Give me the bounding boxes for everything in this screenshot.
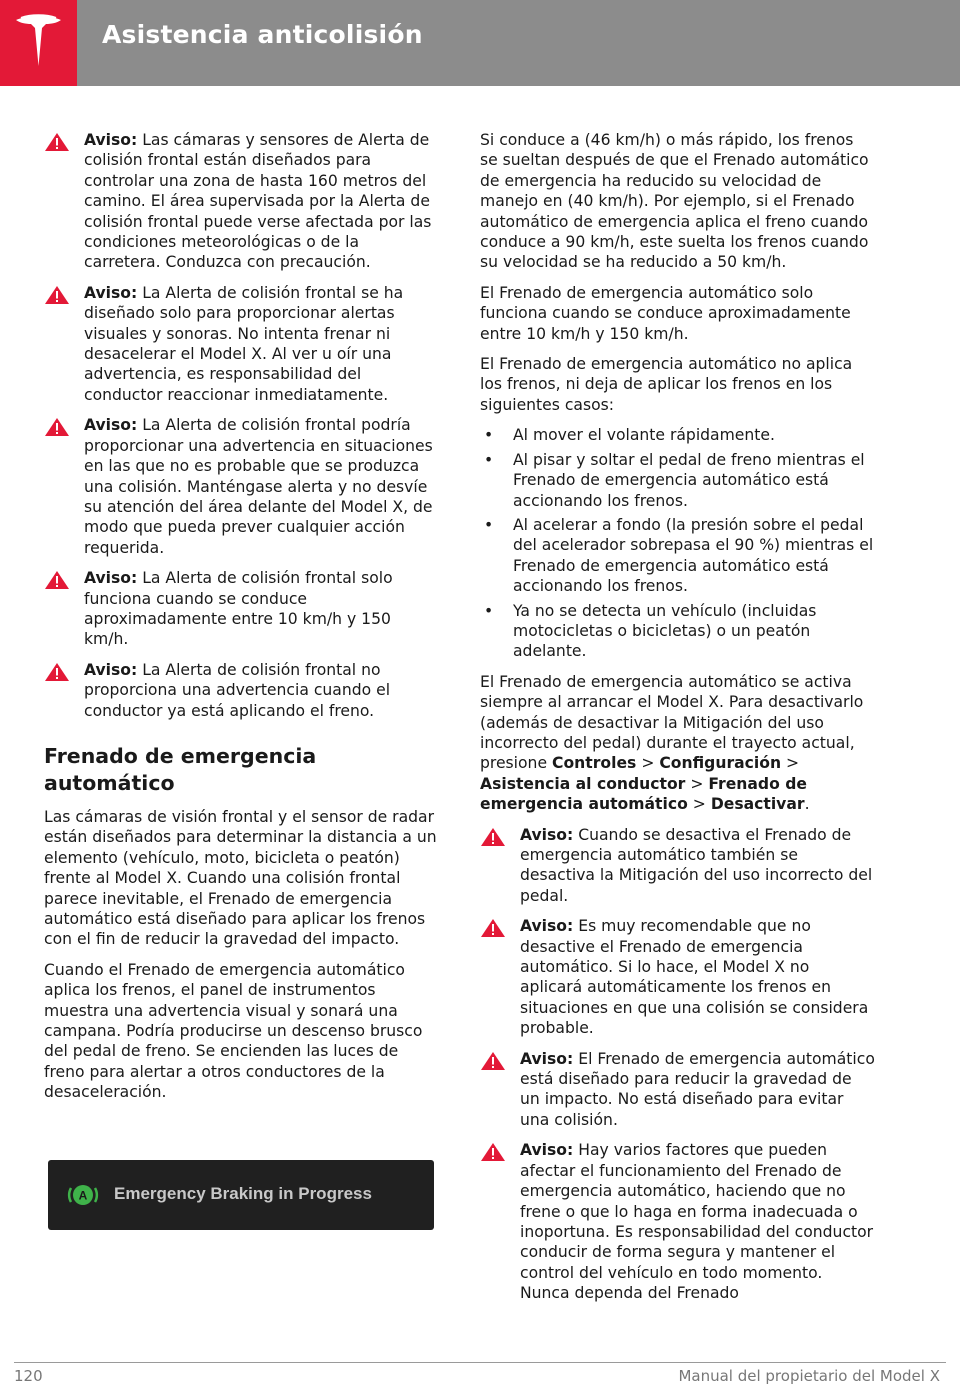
activation-text: El Frenado de emergencia automático se activa siempre al arrancar el Model X. Para desactivarlo (además de desactivar la Mitigación del uso incorrecto del pedal) durante el trayecto actual, presione	[480, 672, 864, 773]
warning-block	[44, 283, 439, 405]
section-heading: Frenado de emergencia automático	[44, 743, 317, 795]
left-column	[44, 130, 439, 1113]
warning-block	[44, 660, 439, 721]
warning-label: Aviso:	[84, 131, 138, 149]
paragraph: El Frenado de emergencia automático no aplica los frenos, ni deja de aplicar los frenos en los siguientes casos:	[480, 355, 853, 414]
paragraph: Cuando el Frenado de emergencia automático aplica los frenos, el panel de instrumentos muestra una advertencia visual y sonará una campana. Podría producirse un descenso brusco del pedal de freno. Se encienden las luces de freno para alertar a otros conductores de la desaceleración.	[44, 960, 423, 1102]
menu-separator: >	[690, 774, 704, 793]
warning-label: Aviso:	[84, 283, 138, 302]
warning-block	[44, 130, 439, 273]
warning-label: Aviso:	[520, 1049, 574, 1068]
warning-text: La Alerta de colisión frontal se ha diseñado solo para proporcionar alertas visuales y sonoras. No intenta frenar ni desacelerar el Model X. Al ver u oír una advertencia, es responsabilidad del conductor reaccionar inmediatamente.	[84, 283, 404, 404]
menu-configuracion: Configuración	[659, 754, 782, 773]
warning-label: Aviso:	[520, 825, 574, 844]
warning-triangle-icon	[44, 285, 70, 305]
warning-block	[480, 916, 875, 1038]
menu-end: .	[804, 795, 810, 814]
warning-block	[44, 568, 439, 650]
page-title: Asistencia anticolisión	[102, 20, 423, 49]
warning-text: Hay varios factores que pueden afectar el funcionamiento del Frenado de emergencia automático, haciendo que no frene o que lo haga en forma inadecuada o inoportuna. Es responsabilidad del conductor conducir de forma segura y mantener el control del vehículo en todo momento. Nunca dependa del Frenado	[520, 1141, 874, 1303]
tesla-logo-icon	[13, 14, 64, 70]
list-item: • Al mover el volante rápidamente.	[480, 425, 875, 445]
menu-asistencia: Asistencia al conductor	[480, 774, 686, 793]
warning-triangle-icon	[44, 662, 70, 682]
warning-block	[480, 825, 875, 907]
warning-label: Aviso:	[520, 917, 574, 936]
warning-text: Cuando se desactiva el Frenado de emergencia automático también se desactiva la Mitigación del uso incorrecto del pedal.	[520, 825, 873, 905]
menu-separator: >	[692, 795, 706, 814]
warning-text: La Alerta de colisión frontal podría proporcionar una advertencia en situaciones en las que no es probable que se produzca una colisión. Manténgase alerta y no desvíe su atención del área delante del Model X, de modo que pueda prever cualquier acción requerida.	[84, 416, 433, 557]
list-item: • Ya no se detecta un vehículo (incluidas motocicletas o bicicletas) o un peatón adelante.	[480, 601, 875, 662]
footer-divider	[14, 1362, 946, 1363]
paragraph: Si conduce a (46 km/h) o más rápido, los frenos se sueltan después de que el Frenado automático de emergencia ha reducido su velocidad de manejo en (40 km/h). Por ejemplo, si el Frenado automático de emergencia aplica el freno cuando conduce a 90 km/h, este suelta los frenos cuando su velocidad se ha reducido a 50 km/h.	[480, 131, 869, 272]
page-number: 120	[14, 1367, 43, 1385]
warning-triangle-icon	[480, 827, 506, 847]
menu-separator: >	[786, 754, 800, 773]
paragraph: Las cámaras de visión frontal y el sensor de radar están diseñados para determinar la distancia a un elemento (vehículo, moto, bicicleta o peatón) frente al Model X. Cuando una colisión frontal parece inevitable, el Frenado de emergencia automático está diseñado para aplicar los frenos con el fin de reducir la gravedad del impacto.	[44, 807, 437, 949]
warning-label: Aviso:	[84, 569, 138, 588]
logo-box	[0, 0, 77, 86]
activation-paragraph	[480, 672, 875, 815]
emergency-braking-message: Emergency Braking in Progress	[114, 1184, 372, 1203]
warning-triangle-icon	[480, 1051, 506, 1071]
paragraph: El Frenado de emergencia automático solo funciona cuando se conduce aproximadamente entre 10 km/h y 150 km/h.	[480, 283, 851, 343]
warning-triangle-icon	[44, 570, 70, 590]
page-header	[0, 0, 960, 86]
manual-title: Manual del propietario del Model X	[678, 1367, 940, 1385]
warning-text: La Alerta de colisión frontal no proporciona una advertencia cuando el conductor ya está aplicando el freno.	[84, 660, 391, 720]
warning-text: La Alerta de colisión frontal solo funciona cuando se conduce aproximadamente entre 10 km/h y 150 km/h.	[84, 569, 393, 649]
warning-label: Aviso:	[84, 660, 138, 679]
warning-block	[44, 415, 439, 558]
menu-separator: >	[641, 754, 655, 773]
emergency-braking-icon	[66, 1178, 100, 1212]
warning-block	[480, 1140, 875, 1303]
emergency-braking-display	[48, 1160, 434, 1230]
bullet-list	[480, 425, 875, 661]
menu-controles: Controles	[552, 754, 637, 773]
right-column	[480, 130, 875, 1314]
warning-block	[480, 1049, 875, 1131]
warning-triangle-icon	[44, 417, 70, 437]
emergency-braking-icon-letter: A	[78, 1188, 88, 1203]
warning-triangle-icon	[480, 1142, 506, 1162]
warning-label: Aviso:	[520, 1141, 574, 1160]
warning-text: Las cámaras y sensores de Alerta de colisión frontal están diseñados para controlar una zona de hasta 160 metros del camino. El área supervisada por la Alerta de colisión frontal puede verse afectada por las condiciones meteorológicas o de la carretera. Conduzca con precaución.	[84, 131, 432, 272]
warning-triangle-icon	[44, 132, 70, 152]
warning-text: El Frenado de emergencia automático está diseñado para reducir la gravedad de un impacto. No está diseñado para evitar una colisión.	[520, 1049, 875, 1129]
menu-frenado: Frenado de emergencia automático	[480, 774, 807, 814]
menu-desactivar: Desactivar	[710, 795, 805, 814]
warning-triangle-icon	[480, 918, 506, 938]
warning-text: Es muy recomendable que no desactive el Frenado de emergencia automático. Si lo hace, el Model X no aplicará automáticamente los frenos en situaciones en que una colisión se considera probable.	[520, 917, 869, 1038]
list-item: • Al pisar y soltar el pedal de freno mientras el Frenado de emergencia automático está accionando los frenos.	[480, 450, 875, 511]
list-item: • Al acelerar a fondo (la presión sobre el pedal del acelerador sobrepasa el 90 %) mientras el Frenado de emergencia automático está accionando los frenos.	[480, 515, 875, 597]
warning-label: Aviso:	[84, 416, 138, 435]
